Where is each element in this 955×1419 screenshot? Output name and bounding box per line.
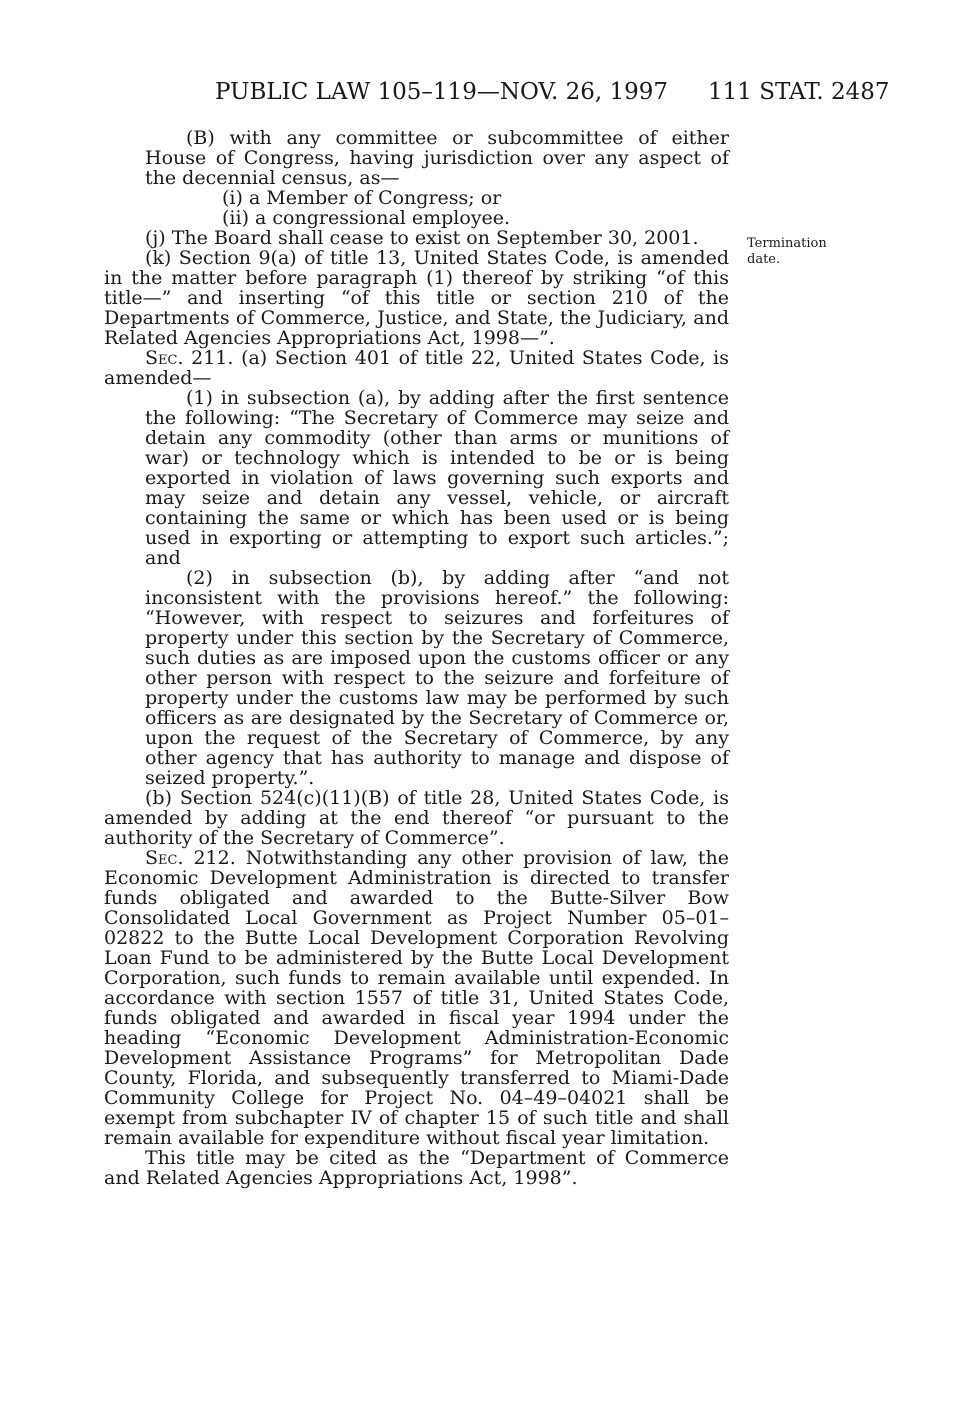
subsection-k: (k) Section 9(a) of title 13, United States Code, is amended in the matter before paragraph (1) thereof by striking “of this title—” and inserting “of this title or section 210 of the Departments of Commerce, Justice, and State, the Judiciary, and Related Agencies Appropriations Act, 1998—”. <box>104 247 729 349</box>
subsection-j: (j) The Board shall cease to exist on September 30, 2001. <box>145 227 699 249</box>
running-header-page-number: 111 STAT. 2487 <box>708 79 890 105</box>
section-212-text: Notwithstanding any other provision of law, the Economic Development Administration is directed to transfer funds obligated and awarded to the Butte-Silver Bow Consolidated Local Government as Project Number 05–01–02822 to the Butte Local Development Corporation Revolving Loan Fund to be administered by the Butte Local Development Corporation, such funds to remain available until expended. In accordance with section 1557 of title 31, United States Code, funds obligated and awarded in fiscal year 1994 under the heading “Economic Development Administration-Economic Development Assistance Programs” for Metropolitan Dade County, Florida, and subsequently transferred to Miami-Dade Community College for Project No. 04–49–04021 shall be exempt from subchapter IV of chapter 15 of such title and shall remain available for expenditure without fiscal year limitation. <box>104 847 729 1149</box>
margin-note: Termination date. <box>747 236 827 267</box>
body-text <box>104 128 729 1188</box>
subsection-211-b: (b) Section 524(c)(11)(B) of title 28, United States Code, is amended by adding at the end thereof “or pursuant to the authority of the Secretary of Commerce”. <box>104 787 729 849</box>
section-211-label: Sec. 211. <box>145 347 234 369</box>
section-211-text: (a) Section 401 of title 22, United States Code, is amended— <box>104 347 730 389</box>
section-212 <box>104 848 729 1148</box>
section-211 <box>104 348 729 388</box>
short-title-paragraph: This title may be cited as the “Department of Commerce and Related Agencies Appropriations Act, 1998”. <box>104 1147 729 1189</box>
paragraph-b: (B) with any committee or subcommittee of either House of Congress, having jurisdiction over any aspect of the decennial census, as— <box>145 127 729 189</box>
running-header-title: PUBLIC LAW 105–119—NOV. 26, 1997 <box>215 79 669 105</box>
section-212-label: Sec. 212. <box>145 847 236 869</box>
paragraph-211-2: (2) in subsection (b), by adding after “and not inconsistent with the provisions hereof.” the following: “However, with respect to seizures and forfeitures of property under this section by the Secretary of Commerce, such duties as are imposed upon the customs officer or any other person with respect to the seizure and forfeiture of property under the customs law may be performed by such officers as are designated by the Secretary of Commerce or, upon the request of the Secretary of Commerce, by any other agency that has authority to manage and dispose of seized property.”. <box>145 567 729 789</box>
paragraph-b-i: (i) a Member of Congress; or <box>222 187 502 209</box>
paragraph-b-ii: (ii) a congressional employee. <box>222 207 511 229</box>
paragraph-211-1: (1) in subsection (a), by adding after the first sentence the following: “The Secretary of Commerce may seize and detain any commodity (other than arms or munitions of war) or technology which is intended to be or is being exported in violation of laws governing such exports and may seize and detain any vessel, vehicle, or aircraft containing the same or which has been used or is being used in exporting or attempting to export such articles.”; and <box>145 387 729 569</box>
